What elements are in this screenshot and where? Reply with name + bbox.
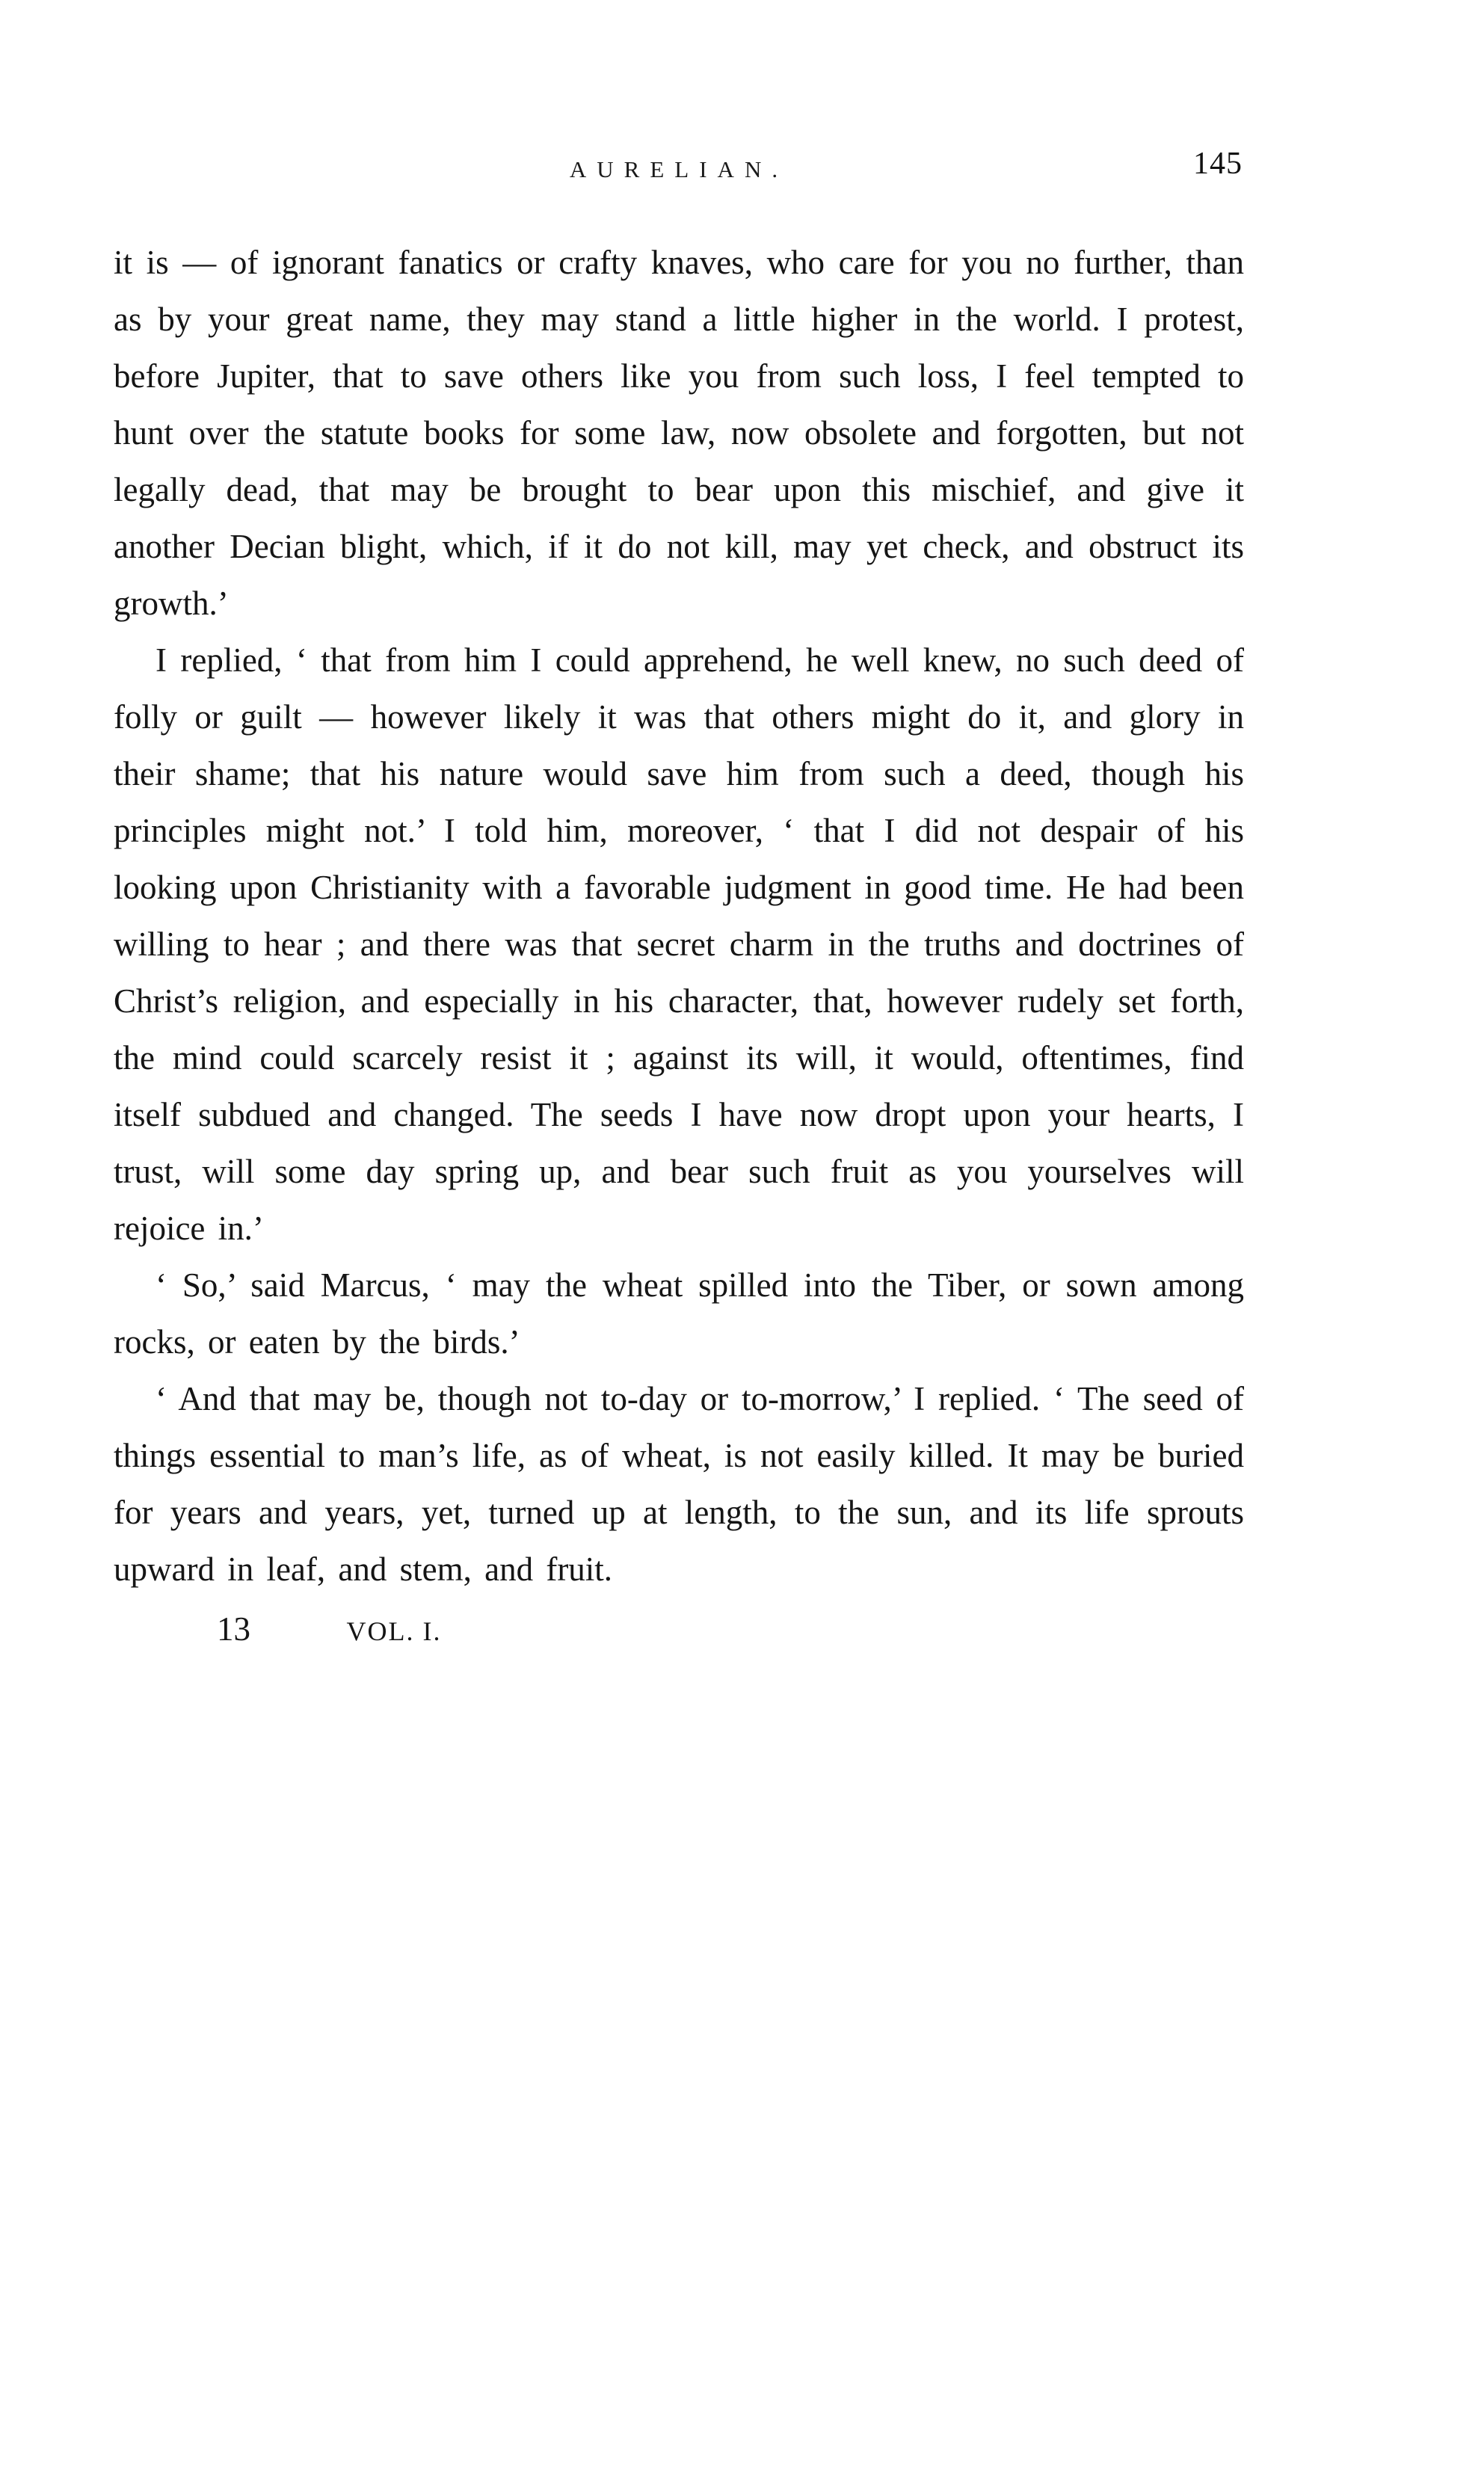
paragraph-continuation: it is — of ignorant fanatics or crafty knaves, who care for you no further, than as by your great name, they may stand a little higher in the world. I protest, before Jupiter, that to save others like you from such loss, I feel tempted to hunt over the statute books for some law, now obsolete and forgotten, but not legally dead, that may be brought to bear upon this mischief, and give it another Decian blight, which, if it do not kill, may yet check, and obstruct its growth.’ [114,244,1244,622]
text-block [114,146,1244,1660]
running-title: AURELIAN. [569,156,789,182]
paragraph-seed: ‘ And that may be, though not to-day or to-morrow,’ I replied. ‘ The seed of things essential to man’s life, as of wheat, is not easily killed. It may be buried for years and years, yet, turned up at length, to the sun, and its life sprouts upward in leaf, and stem, and fruit. [114,1380,1244,1588]
volume-label: VOL. I. [346,1616,442,1646]
page-header [114,146,1244,198]
paragraph-reply: I replied, ‘ that from him I could apprehend, he well knew, no such deed of folly or guilt — however likely it was that others might do it, and glory in their shame; that his nature would save him from such a deed, though his principles might not.’ I told him, moreover, ‘ that I did not despair of his looking upon Christianity with a favorable judgment in good time. He had been willing to hear ; and there was that secret charm in the truths and doctrines of Christ’s religion, and especially in his character, that, however rudely set forth, the mind could scarcely resist it ; against its will, it would, oftentimes, find itself subdued and changed. The seeds I have now dropt upon your hearts, I trust, will some day spring up, and bear such fruit as you yourselves will rejoice in.’ [114,641,1244,1247]
body-text [114,234,1244,1598]
page-footer [114,1601,1244,1660]
paragraph-marcus: ‘ So,’ said Marcus, ‘ may the wheat spilled into the Tiber, or sown among rocks, or eaten by the birds.’ [114,1266,1244,1361]
signature-number: 13 [217,1610,250,1648]
page-number: 145 [1193,147,1243,181]
